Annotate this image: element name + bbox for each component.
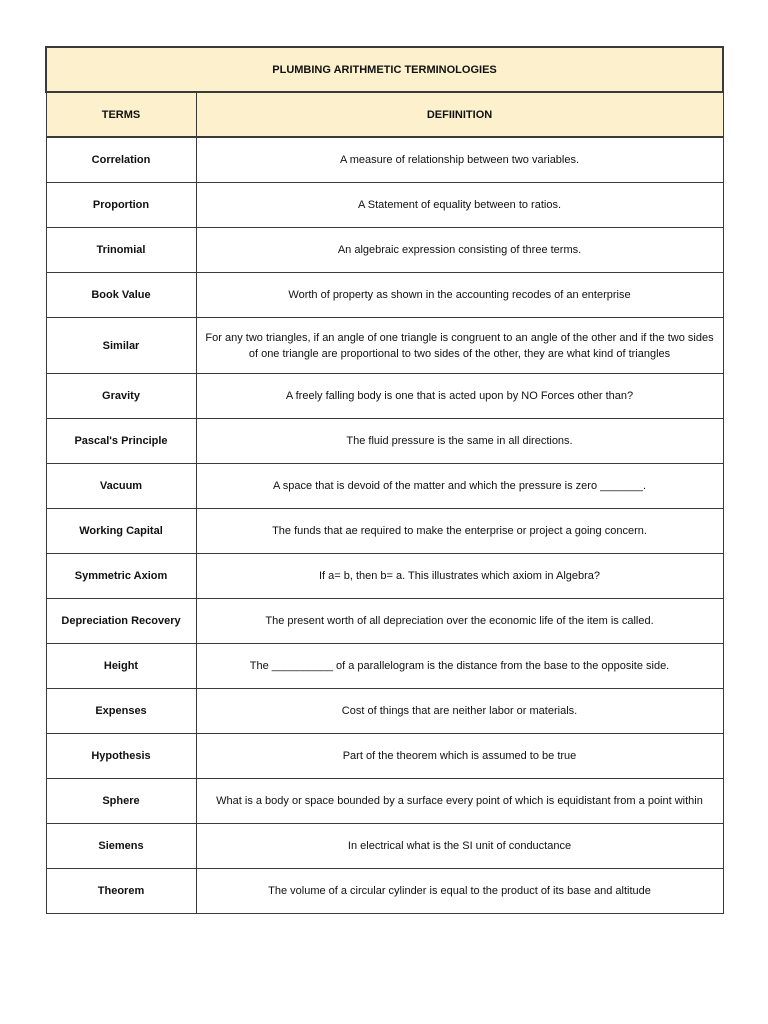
table-row [46,464,723,509]
definition-cell: The __________ of a parallelogram is the distance from the base to the opposite side. [196,644,723,689]
table-row [46,228,723,273]
definition-cell: The present worth of all depreciation over the economic life of the item is called. [196,599,723,644]
term-cell: Gravity [46,374,196,419]
table-row [46,137,723,183]
table-row [46,824,723,869]
definition-cell: A freely falling body is one that is acted upon by NO Forces other than? [196,374,723,419]
table-row [46,374,723,419]
term-cell: Hypothesis [46,734,196,779]
term-cell: Book Value [46,273,196,318]
definition-cell: In electrical what is the SI unit of conductance [196,824,723,869]
term-cell: Trinomial [46,228,196,273]
definition-cell: Worth of property as shown in the accounting recodes of an enterprise [196,273,723,318]
table-row [46,273,723,318]
term-cell: Height [46,644,196,689]
table-row [46,689,723,734]
definition-cell: The volume of a circular cylinder is equal to the product of its base and altitude [196,869,723,914]
table-row [46,599,723,644]
term-cell: Correlation [46,137,196,183]
terminology-table [45,46,724,914]
definition-column-header: DEFIINITION [196,92,723,137]
table-row [46,509,723,554]
definition-cell: A space that is devoid of the matter and which the pressure is zero _______. [196,464,723,509]
term-cell: Sphere [46,779,196,824]
terms-column-header: TERMS [46,92,196,137]
term-cell: Theorem [46,869,196,914]
term-cell: Expenses [46,689,196,734]
definition-cell: The funds that ae required to make the enterprise or project a going concern. [196,509,723,554]
definition-cell: A Statement of equality between to ratios. [196,183,723,228]
table-row [46,183,723,228]
definition-cell: The fluid pressure is the same in all directions. [196,419,723,464]
table-row [46,869,723,914]
term-cell: Depreciation Recovery [46,599,196,644]
definition-cell: If a= b, then b= a. This illustrates which axiom in Algebra? [196,554,723,599]
definition-cell: For any two triangles, if an angle of one triangle is congruent to an angle of the other and if the two sides of one triangle are proportional to two sides of the other, they are what kind of triangles [196,318,723,374]
table-title-row [46,47,723,92]
table-title: PLUMBING ARITHMETIC TERMINOLOGIES [46,47,723,92]
definition-cell: Part of the theorem which is assumed to be true [196,734,723,779]
term-cell: Symmetric Axiom [46,554,196,599]
definition-cell: A measure of relationship between two variables. [196,137,723,183]
table-row [46,734,723,779]
table-row [46,419,723,464]
table-row [46,779,723,824]
term-cell: Pascal's Principle [46,419,196,464]
table-row [46,644,723,689]
table-body [46,137,723,914]
definition-cell: Cost of things that are neither labor or materials. [196,689,723,734]
term-cell: Similar [46,318,196,374]
term-cell: Working Capital [46,509,196,554]
definition-cell: What is a body or space bounded by a surface every point of which is equidistant from a point within [196,779,723,824]
term-cell: Proportion [46,183,196,228]
table-header-row [46,92,723,137]
definition-cell: An algebraic expression consisting of three terms. [196,228,723,273]
term-cell: Vacuum [46,464,196,509]
term-cell: Siemens [46,824,196,869]
table-row [46,318,723,374]
table-row [46,554,723,599]
